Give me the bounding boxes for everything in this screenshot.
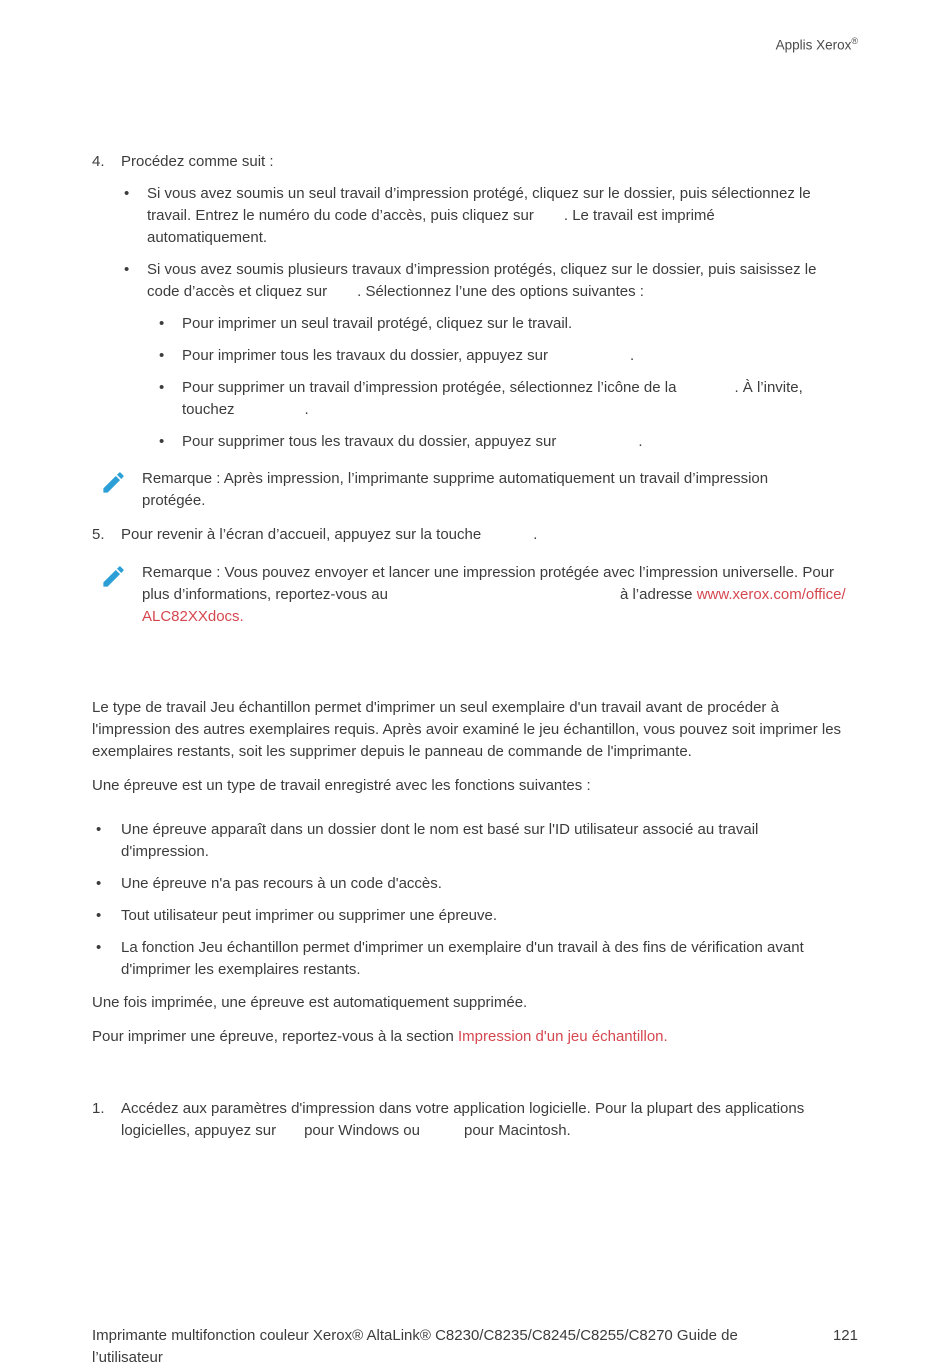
list-item-text: La fonction Jeu échantillon permet d'imprimer un exemplaire d'un travail à des fins de vérification avant d'imprimer les exemplaires restants. (121, 939, 804, 978)
redacted-text-gap (327, 295, 357, 296)
list-item-text: Pour supprimer un travail d’impression protégée, sélectionnez l’icône de la (182, 379, 677, 396)
step-5-number: 5. (92, 526, 105, 543)
footer-document-title: Imprimante multifonction couleur Xerox® AltaLink® C8230/C8235/C8245/C8255/C8270 Guide de l’utilisateur (92, 1327, 738, 1366)
sample-set-section-link[interactable]: Impression d'un jeu échantillon. (458, 1028, 668, 1045)
step-text: Pour revenir à l’écran d’accueil, appuyez sur la touche (121, 526, 482, 543)
list-item-text: . (638, 433, 643, 450)
redacted-text-gap (235, 413, 305, 414)
list-item-text: . Le travail est imprimé automatiquement. (147, 207, 715, 246)
redacted-text-gap (388, 598, 620, 599)
list-item-text: Tout utilisateur peut imprimer ou supprimer une épreuve. (121, 907, 498, 924)
feature-list-item (92, 819, 858, 863)
redacted-text-gap (481, 538, 533, 539)
redacted-text-gap (676, 391, 734, 392)
step-4-intro: Procédez comme suit : (121, 153, 274, 170)
list-item-text: Si vous avez soumis un seul travail d’impression protégé, cliquez sur le dossier, puis sélectionnez le travail. Entrez le numéro du code d’accès, puis cliquez sur (147, 185, 811, 224)
header-title: Applis Xerox (775, 37, 852, 53)
sub-list-item-delete-all (92, 431, 858, 453)
step-text: . (533, 526, 538, 543)
redacted-text-gap (534, 219, 564, 220)
sample-set-features-intro: Une épreuve est un type de travail enregistré avec les fonctions suivantes : (92, 777, 591, 794)
list-item-multiple-jobs (92, 259, 858, 303)
step-5 (92, 524, 858, 546)
note-auto-delete (92, 468, 858, 512)
footer-page-number: 121 (832, 1327, 858, 1344)
step-1 (92, 1098, 858, 1142)
pencil-icon (100, 563, 127, 597)
sample-print-ref-paragraph (92, 1026, 858, 1048)
feature-list-item (92, 873, 858, 895)
step-4-number: 4. (92, 153, 105, 170)
note-text: Remarque : Après impression, l’imprimante supprime automatiquement un travail d’impression protégée. (142, 470, 769, 509)
step-text: pour Windows ou (304, 1122, 420, 1139)
step-1-text (121, 1098, 858, 1142)
list-item-single-job (92, 183, 858, 249)
redacted-text-gap (276, 1134, 304, 1135)
paragraph-text: Pour imprimer une épreuve, reportez-vous à la section (92, 1028, 454, 1045)
sub-list-item-delete-single (92, 377, 858, 421)
xerox-docs-link[interactable]: www.xerox.com/office/ALC82XXdocs. (142, 586, 846, 625)
registered-trademark: ® (851, 36, 858, 46)
step-5-text (121, 524, 858, 546)
feature-list-item (92, 937, 858, 981)
list-item-text: Pour imprimer un seul travail protégé, cliquez sur le travail. (182, 315, 573, 332)
list-item-text: . (304, 401, 309, 418)
running-header (776, 30, 858, 57)
sample-set-section (92, 697, 858, 1048)
feature-list-item (92, 905, 858, 927)
sub-list-item-print-all (92, 345, 858, 367)
list-item-text: Pour supprimer tous les travaux du dossier, appuyez sur (182, 433, 557, 450)
sub-list-item-print-single (92, 313, 858, 335)
page-footer (92, 1325, 858, 1369)
step-4 (92, 151, 858, 173)
note-text: à l’adresse (619, 586, 693, 603)
list-item-text: Si vous avez soumis plusieurs travaux d’impression protégés, cliquez sur le dossier, puis saisissez le code d’accès et cliquez sur (147, 261, 817, 300)
list-item-text: Une épreuve n'a pas recours à un code d'accès. (121, 875, 442, 892)
pencil-icon (100, 469, 127, 503)
list-item-text: . À l’invite, touchez (182, 379, 803, 418)
list-item-text: . (630, 347, 635, 364)
step-text: pour Macintosh. (464, 1122, 571, 1139)
list-item-text: . Sélectionnez l’une des options suivantes : (357, 283, 644, 300)
note-universal-print (92, 562, 858, 628)
note-text: Remarque : Vous pouvez envoyer et lancer une impression protégée avec l’impression universelle. Pour plus d’informations, reportez-vous au (142, 564, 835, 603)
list-item-text: Une épreuve apparaît dans un dossier dont le nom est basé sur l'ID utilisateur associé au travail d'impression. (121, 821, 759, 860)
redacted-text-gap (556, 445, 638, 446)
redacted-text-gap (420, 1134, 464, 1135)
step-text: Accédez aux paramètres d'impression dans votre application logicielle. Pour la plupart des applications logicielles, appuyez sur (121, 1100, 805, 1139)
redacted-text-gap (548, 359, 630, 360)
step-1-number: 1. (92, 1100, 105, 1117)
page-content (92, 151, 858, 1152)
sample-set-intro-paragraph: Le type de travail Jeu échantillon permet d'imprimer un seul exemplaire d'un travail avant de procéder à l'impression des autres exemplaires requis. Après avoir examiné le jeu échantillon, vous pouvez soit imprimer les exemplaires restants, soit les supprimer depuis le panneau de commande de l'imprimante. (92, 699, 842, 760)
list-item-text: Pour imprimer tous les travaux du dossier, appuyez sur (182, 347, 548, 364)
sample-auto-delete-paragraph: Une fois imprimée, une épreuve est automatiquement supprimée. (92, 994, 528, 1011)
